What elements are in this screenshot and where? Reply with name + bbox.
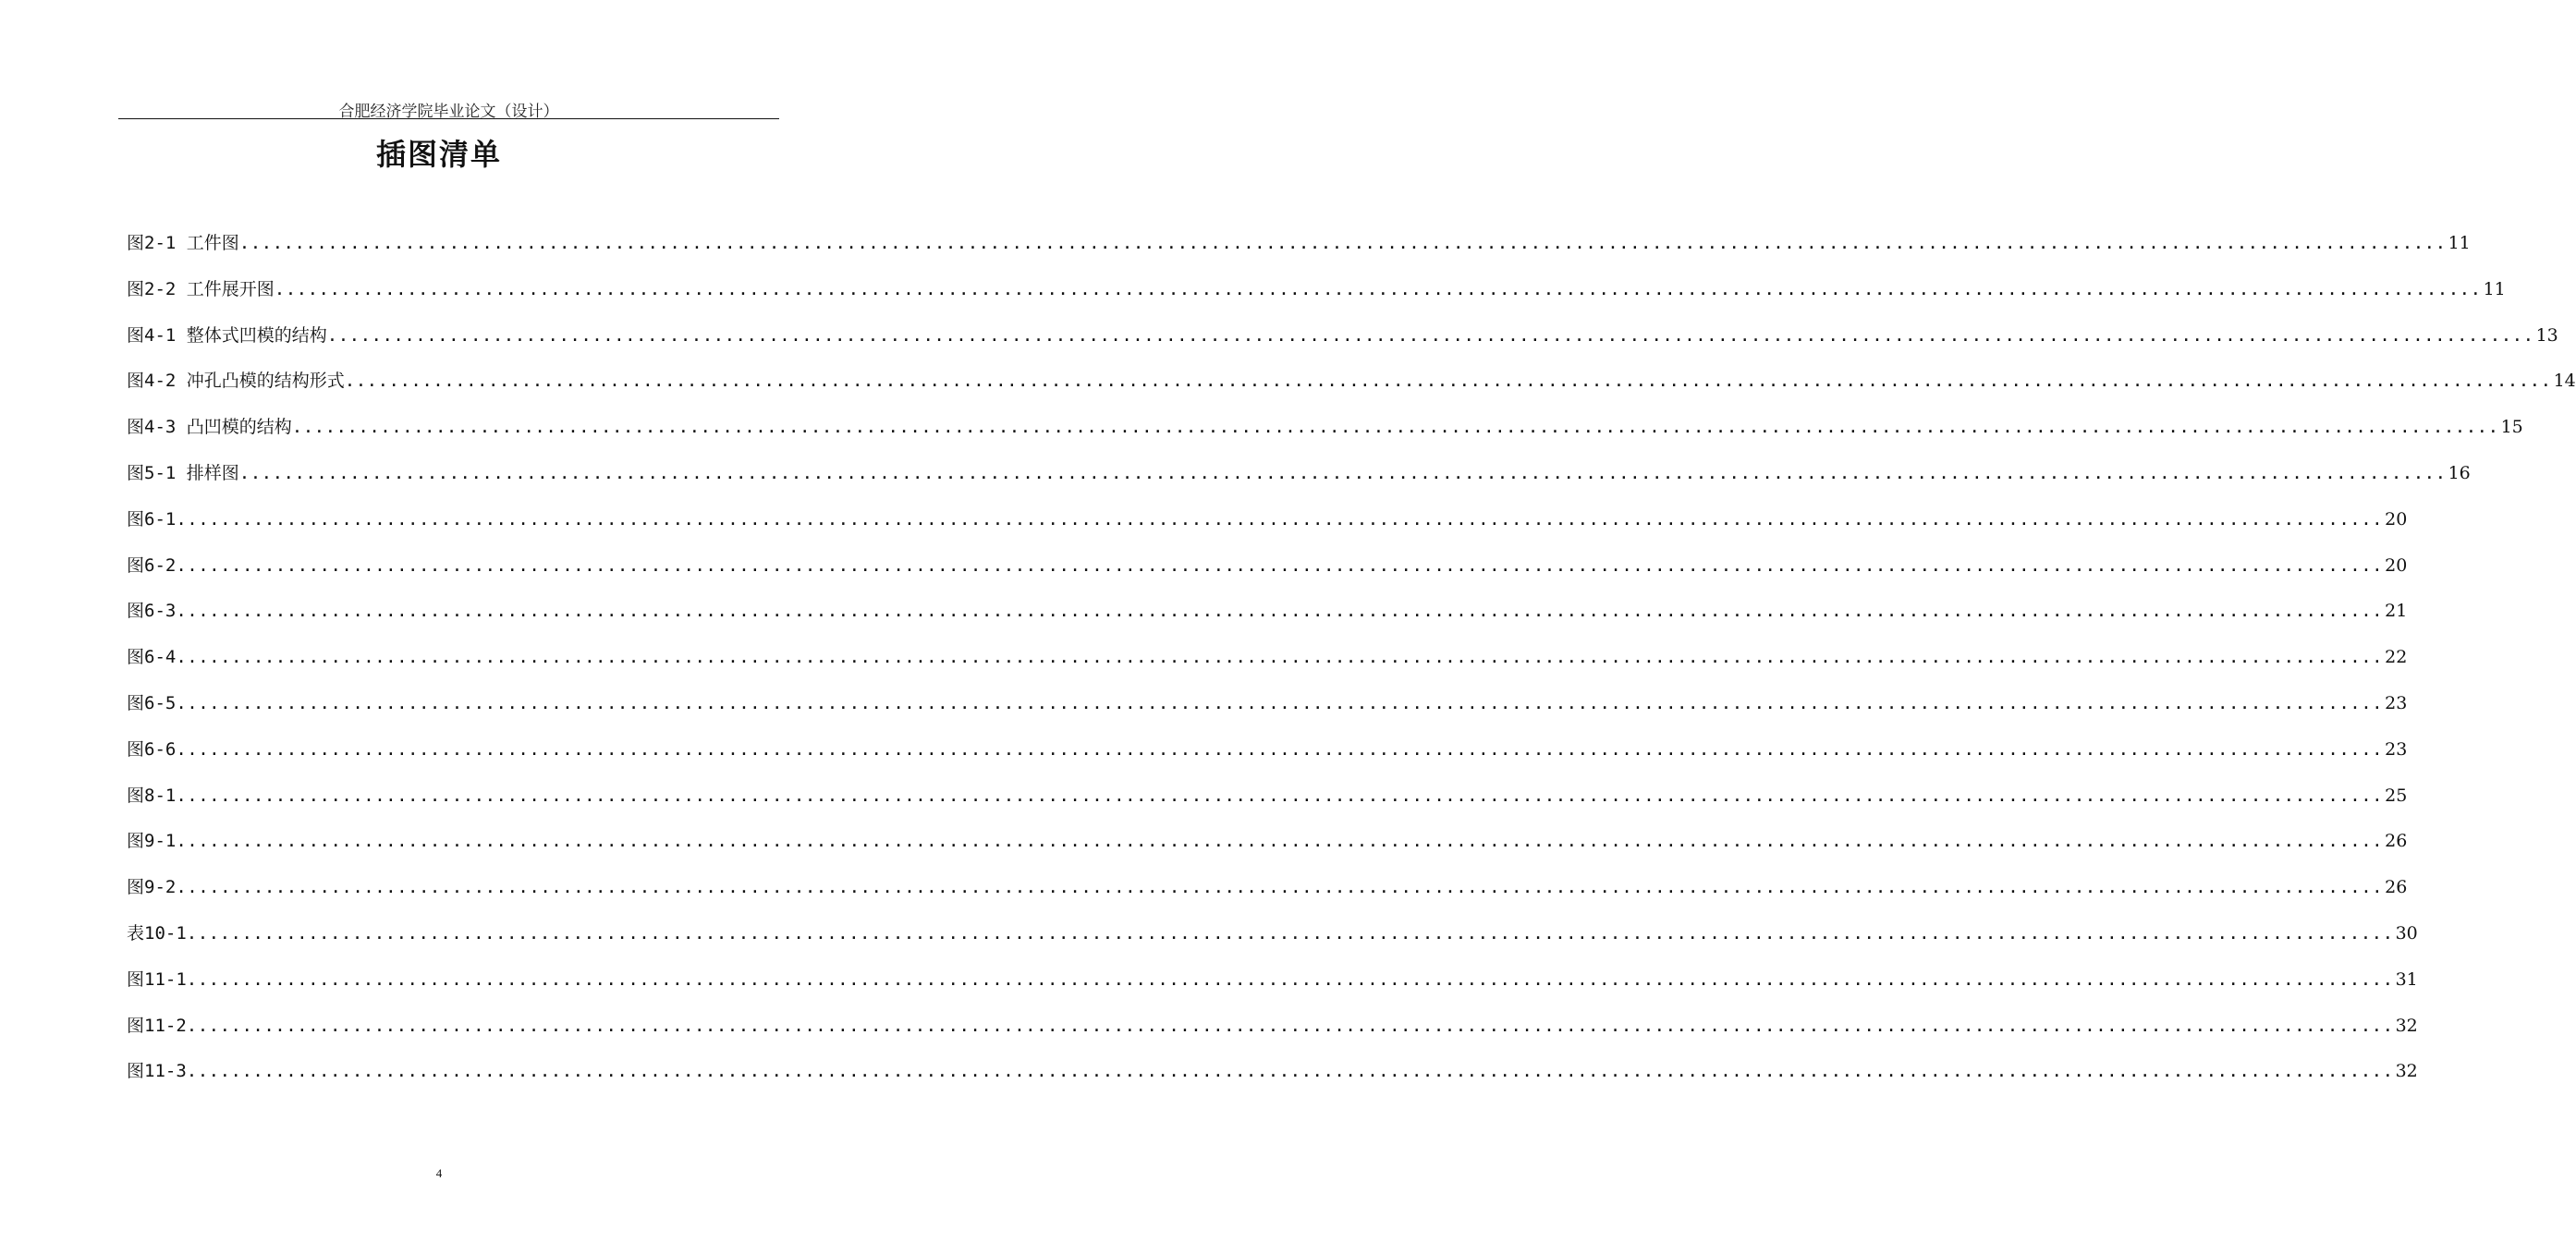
toc-entry-label: 图11-3: [127, 1061, 187, 1082]
toc-entry[interactable]: [127, 505, 2408, 552]
toc-entry[interactable]: [127, 275, 2506, 322]
toc-leader-dots: ........................................................................................................................................................................................................: [176, 877, 2384, 898]
page-number: 4: [435, 1166, 443, 1180]
toc-entry[interactable]: [127, 827, 2408, 873]
toc-entry[interactable]: [127, 322, 2558, 368]
figure-list: [127, 229, 2576, 1103]
toc-leader-dots: ........................................................................................................................................................................................................: [186, 968, 2394, 990]
toc-leader-dots: ........................................................................................................................................................................................................: [326, 324, 2534, 346]
toc-entry[interactable]: [127, 552, 2408, 598]
toc-entry-label: 图9-2: [127, 877, 177, 898]
toc-entry-label: 图2-1 工件图: [127, 233, 239, 253]
toc-entry-page: 11: [2448, 233, 2471, 253]
toc-leader-dots: ........................................................................................................................................................................................................: [176, 554, 2384, 576]
toc-entry-label: 图6-4: [127, 647, 177, 668]
toc-entry-page: 26: [2385, 877, 2408, 898]
toc-leader-dots: ........................................................................................................................................................................................................: [186, 1015, 2394, 1036]
toc-entry[interactable]: [127, 873, 2408, 919]
toc-leader-dots: ........................................................................................................................................................................................................: [186, 1061, 2394, 1082]
toc-entry-label: 图6-5: [127, 692, 177, 713]
toc-leader-dots: ........................................................................................................................................................................................................: [176, 692, 2384, 713]
toc-entry-label: 图9-1: [127, 831, 177, 852]
toc-leader-dots: ........................................................................................................................................................................................................: [176, 738, 2384, 760]
toc-entry-page: 20: [2385, 508, 2408, 530]
toc-leader-dots: ........................................................................................................................................................................................................: [176, 785, 2384, 806]
toc-leader-dots: ........................................................................................................................................................................................................: [291, 417, 2499, 438]
toc-leader-dots: ........................................................................................................................................................................................................: [238, 233, 2447, 253]
toc-leader-dots: ........................................................................................................................................................................................................: [176, 508, 2384, 530]
toc-entry-page: 11: [2483, 278, 2506, 299]
toc-leader-dots: ........................................................................................................................................................................................................: [176, 647, 2384, 668]
toc-entry-page: 30: [2395, 922, 2418, 944]
toc-leader-dots: ........................................................................................................................................................................................................: [238, 462, 2447, 483]
toc-entry-page: 23: [2385, 738, 2408, 760]
toc-entry[interactable]: [127, 229, 2471, 275]
toc-entry-label: 图4-1 整体式凹模的结构: [127, 324, 327, 346]
toc-entry[interactable]: [127, 459, 2471, 505]
toc-entry-page: 25: [2385, 785, 2408, 806]
toc-entry[interactable]: [127, 689, 2408, 736]
toc-leader-dots: ........................................................................................................................................................................................................: [176, 601, 2384, 622]
toc-entry-label: 图6-3: [127, 601, 177, 622]
toc-entry-page: 32: [2395, 1061, 2418, 1082]
toc-entry-page: 21: [2385, 601, 2408, 622]
toc-entry-page: 20: [2385, 554, 2408, 576]
toc-leader-dots: ........................................................................................................................................................................................................: [274, 278, 2482, 299]
toc-entry-label: 图6-2: [127, 554, 177, 576]
toc-entry-label: 图2-2 工件展开图: [127, 278, 275, 299]
toc-entry[interactable]: [127, 966, 2418, 1012]
toc-entry[interactable]: [127, 367, 2576, 413]
toc-entry-label: 表10-1: [127, 922, 187, 944]
toc-entry[interactable]: [127, 1057, 2418, 1103]
toc-leader-dots: ........................................................................................................................................................................................................: [186, 922, 2394, 944]
toc-entry-page: 16: [2448, 462, 2471, 483]
toc-entry-page: 32: [2395, 1015, 2418, 1036]
toc-entry[interactable]: [127, 643, 2408, 689]
toc-entry-label: 图6-6: [127, 738, 177, 760]
toc-entry-label: 图11-2: [127, 1015, 187, 1036]
toc-entry-label: 图4-3 凸凹模的结构: [127, 417, 292, 438]
toc-entry-page: 31: [2395, 968, 2418, 990]
toc-entry[interactable]: [127, 782, 2408, 828]
toc-entry-label: 图6-1: [127, 508, 177, 530]
toc-entry-label: 图8-1: [127, 785, 177, 806]
toc-leader-dots: ........................................................................................................................................................................................................: [176, 831, 2384, 852]
toc-entry-label: 图4-2 冲孔凸模的结构形式: [127, 371, 345, 392]
toc-entry[interactable]: [127, 1012, 2418, 1058]
toc-entry-page: 23: [2385, 692, 2408, 713]
toc-entry-page: 26: [2385, 831, 2408, 852]
header-divider: [118, 118, 779, 119]
running-header: 合肥经济学院毕业论文（设计）: [338, 103, 559, 121]
toc-leader-dots: ........................................................................................................................................................................................................: [344, 371, 2552, 392]
toc-entry[interactable]: [127, 919, 2418, 966]
page-title: 插图清单: [375, 137, 502, 172]
toc-entry[interactable]: [127, 736, 2408, 782]
toc-entry-page: 22: [2385, 647, 2408, 668]
toc-entry-label: 图11-1: [127, 968, 187, 990]
toc-entry[interactable]: [127, 413, 2523, 459]
toc-entry-page: 14: [2553, 371, 2576, 392]
toc-entry-page: 13: [2535, 324, 2558, 346]
toc-entry[interactable]: [127, 597, 2408, 643]
toc-entry-label: 图5-1 排样图: [127, 462, 239, 483]
toc-entry-page: 15: [2500, 417, 2523, 438]
